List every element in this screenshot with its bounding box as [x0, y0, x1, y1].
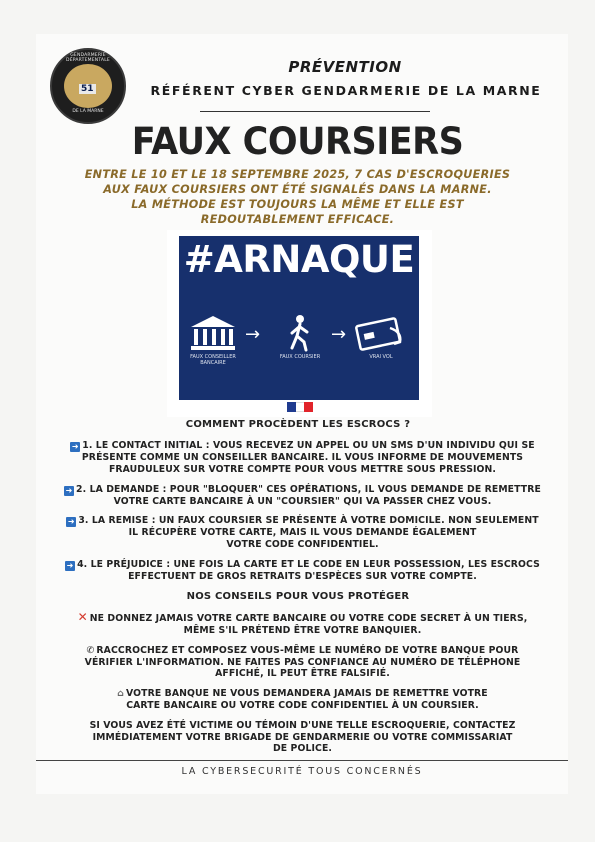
bank-icon: ⌂: [117, 688, 125, 699]
page-title: FAUX COURSIERS: [131, 120, 464, 164]
intro-line: AUX FAUX COURSIERS ONT ÉTÉ SIGNALÉS DANS LA MARNE.: [103, 183, 492, 196]
advice-item-text: VOTRE BANQUE NE VOUS DEMANDERA JAMAIS DE REMETTRE VOTRE: [126, 688, 488, 699]
how-item-3: [55, 515, 550, 550]
flag-stripe-blue: [287, 402, 296, 412]
poster-step-card: [351, 314, 411, 360]
advice-item-line: MÊME S'IL PRÉTEND ÊTRE VOTRE BANQUIER.: [183, 624, 422, 636]
how-item-4: [55, 559, 550, 583]
how-item-2: [55, 484, 550, 508]
footer-slogan: LA CYBERSECURITÉ TOUS CONCERNÉS: [181, 766, 423, 777]
cross-icon: ✕: [77, 610, 88, 624]
advice-item-1: [55, 612, 550, 636]
header-kicker: PRÉVENTION: [288, 58, 402, 76]
closing-line: SI VOUS AVEZ ÉTÉ VICTIME OU TÉMOIN D'UNE TELLE ESCROQUERIE, CONTACTEZ: [89, 720, 516, 731]
how-item-text: 4. LE PRÉJUDICE : UNE FOIS LA CARTE ET LE CODE EN LEUR POSSESSION, LES ESCROCS: [77, 559, 540, 570]
card-icon: [351, 314, 411, 352]
arrow-right-icon: →: [331, 324, 347, 345]
advice-item-line: [55, 645, 550, 657]
gendarmerie-badge-logo: [50, 48, 126, 124]
how-item-line: [55, 515, 550, 527]
arrow-right-icon: ➜: [66, 561, 74, 570]
how-item-line: VOTRE CODE CONFIDENTIEL.: [226, 538, 379, 550]
header-divider: [200, 111, 430, 112]
poster-step-label: VRAI VOL: [369, 354, 393, 360]
arrow-right-icon: ➜: [67, 517, 75, 526]
phone-icon: ✆: [86, 645, 95, 656]
flag-stripe-red: [304, 402, 313, 412]
how-section-title: COMMENT PROCÈDENT LES ESCROCS ?: [185, 419, 411, 430]
how-item-line: VOTRE CARTE BANCAIRE À UN "COURSIER" QUI VA PASSER CHEZ VOUS.: [113, 496, 492, 507]
how-item-line: FRAUDULEUX SUR VOTRE COMPTE POUR VOUS METTRE SOUS PRESSION.: [108, 463, 497, 475]
advice-section-title: NOS CONSEILS POUR VOUS PROTÉGER: [186, 591, 410, 602]
arrow-right-icon: ➜: [71, 442, 79, 451]
how-item-text: 2. LA DEMANDE : POUR "BLOQUER" CES OPÉRATIONS, IL VOUS DEMANDE DE REMETTRE: [76, 484, 541, 495]
advice-item-line: CARTE BANCAIRE OU VOTRE CODE CONFIDENTIEL À UN COURSIER.: [126, 699, 479, 711]
how-item-line: [55, 484, 550, 496]
flag-stripe-white: [296, 402, 305, 412]
advice-item-line: [55, 612, 550, 625]
how-item-text: 3. LA REMISE : UN FAUX COURSIER SE PRÉSENTE À VOTRE DOMICILE. NON SEULEMENT: [78, 515, 539, 526]
how-item-line: [55, 559, 550, 571]
footer-divider: [36, 760, 568, 761]
advice-item-line: AFFICHÉ, IL PEUT ÊTRE FALSIFIÉ.: [215, 668, 390, 679]
intro-text: [70, 167, 525, 227]
header-subtitle: RÉFÉRENT CYBER GENDARMERIE DE LA MARNE: [150, 83, 542, 98]
poster-background: [179, 236, 419, 400]
poster-step-courier: [270, 314, 330, 360]
poster-step-bank: [183, 314, 243, 366]
french-flag-icon: [287, 402, 313, 412]
arnaque-poster-image: [167, 230, 432, 417]
advice-item-3: [55, 688, 550, 711]
arrow-right-icon: →: [245, 324, 261, 345]
closing-text: [55, 720, 550, 755]
how-item-line: [55, 440, 550, 452]
walker-icon: [270, 314, 330, 352]
closing-line: IMMÉDIATEMENT VOTRE BRIGADE DE GENDARMERIE OU VOTRE COMMISSARIAT: [92, 731, 513, 743]
poster-step-label: FAUX CONSEILLER BANCAIRE: [190, 354, 236, 366]
how-item-text: 1. LE CONTACT INITIAL : VOUS RECEVEZ UN APPEL OU UN SMS D'UN INDIVIDU QUI SE: [82, 440, 535, 451]
advice-item-line: [55, 688, 550, 700]
poster-step-label: FAUX COURSIER: [279, 354, 321, 360]
closing-line: DE POLICE.: [272, 743, 333, 754]
how-item-line: EFFECTUENT DE GROS RETRAITS D'ESPÈCES SUR VOTRE COMPTE.: [128, 571, 477, 582]
advice-item-2: [55, 645, 550, 680]
advice-item-text: RACCROCHEZ ET COMPOSEZ VOUS-MÊME LE NUMÉRO DE VOTRE BANQUE POUR: [96, 645, 519, 656]
how-item-line: IL RÉCUPÈRE VOTRE CARTE, MAIS IL VOUS DEMANDE ÉGALEMENT: [128, 527, 477, 538]
intro-line: ENTRE LE 10 ET LE 18 SEPTEMBRE 2025, 7 CAS D'ESCROQUERIES: [84, 168, 511, 181]
bank-icon: [183, 314, 243, 352]
how-item-1: [55, 440, 550, 475]
poster-hashtag: #ARNAQUE: [183, 238, 415, 281]
intro-line: LA MÉTHODE EST TOUJOURS LA MÊME ET ELLE EST: [131, 198, 464, 211]
intro-line: REDOUTABLEMENT EFFICACE.: [200, 213, 395, 226]
arrow-right-icon: ➜: [65, 486, 73, 495]
badge-number: 51: [81, 84, 94, 94]
badge-ring-bottom-text: DE LA MARNE: [72, 109, 104, 114]
advice-item-line: VÉRIFIER L'INFORMATION. NE FAITES PAS CONFIANCE AU NUMÉRO DE TÉLÉPHONE: [84, 656, 521, 668]
advice-item-text: NE DONNEZ JAMAIS VOTRE CARTE BANCAIRE OU VOTRE CODE SECRET À UN TIERS,: [89, 613, 528, 624]
badge-ring-top-text: GENDARMERIE DÉPARTEMENTALE: [66, 53, 110, 63]
how-item-line: PRÉSENTE COMME UN CONSEILLER BANCAIRE. IL VOUS INFORME DE MOUVEMENTS: [81, 452, 524, 463]
